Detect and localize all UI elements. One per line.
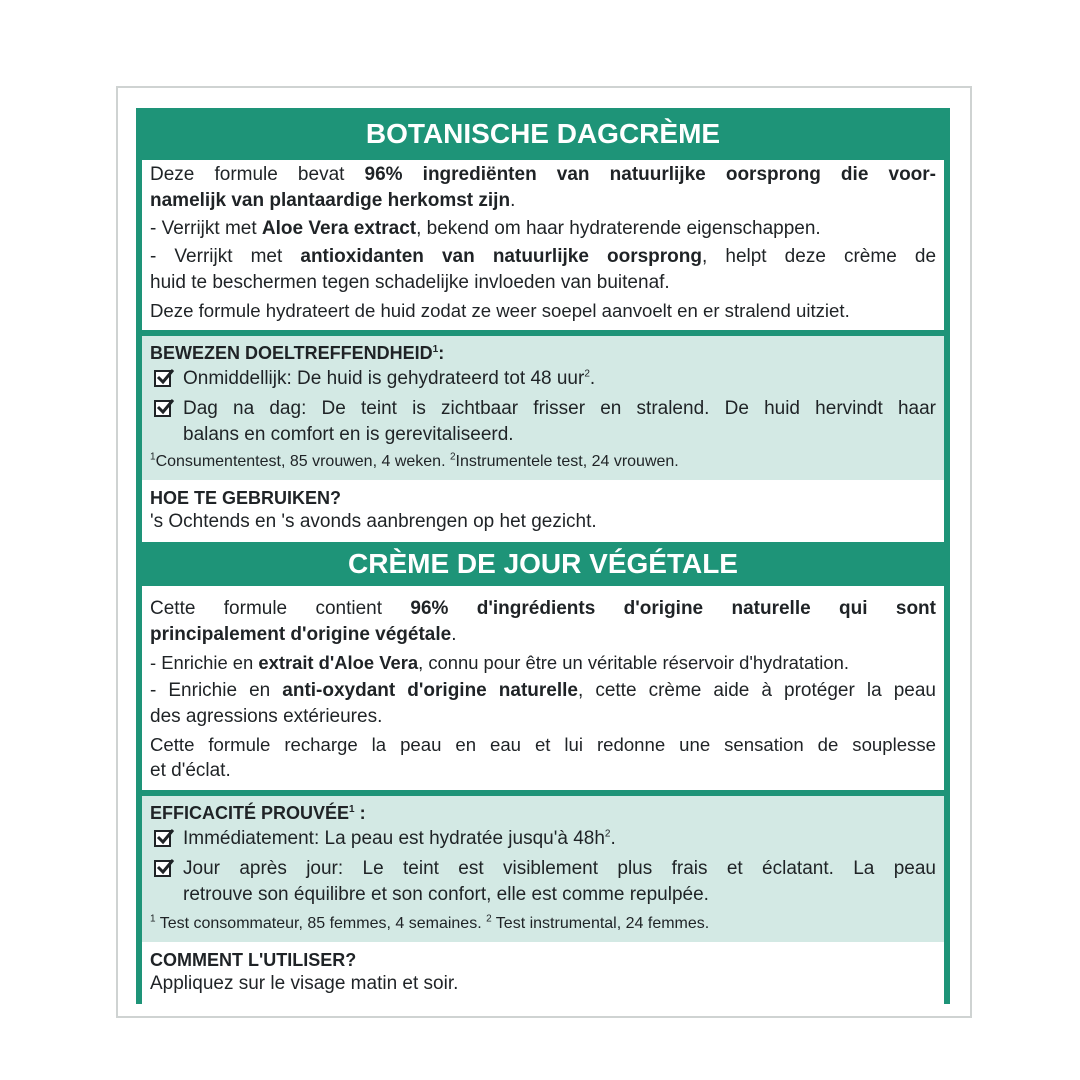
nl-b1-pre: - Verrijkt met bbox=[150, 218, 262, 239]
nl-check-row-1 bbox=[150, 366, 936, 392]
fr-usage-text: Appliquez sur le visage matin et soir. bbox=[150, 973, 459, 994]
fr-intro-bold-2: principalement d'origine végétale bbox=[150, 624, 452, 645]
fr-usage-section bbox=[142, 942, 944, 1010]
fr-description bbox=[142, 586, 944, 790]
fr-footnote-sup2: 2 bbox=[486, 913, 492, 925]
nl-footnote-sup1: 1 bbox=[150, 451, 156, 463]
fr-b1-pre: - Enrichie en bbox=[150, 652, 259, 673]
fr-check-row-2 bbox=[150, 856, 936, 908]
nl-check1-sup: 2 bbox=[584, 368, 590, 380]
nl-footnote bbox=[150, 450, 936, 474]
nl-b2-post: , helpt deze crème de bbox=[702, 246, 937, 267]
nl-footnote-b: Instrumentele test, 24 vrouwen. bbox=[455, 453, 679, 470]
fr-b1-post: , connu pour être un véritable réservoir d'hydratation. bbox=[418, 652, 849, 673]
nl-check-row-2 bbox=[150, 396, 936, 448]
nl-bullet-antioxidant-line1 bbox=[150, 244, 936, 270]
nl-intro-line2 bbox=[150, 188, 936, 214]
nl-efficacy-heading-colon: : bbox=[438, 343, 445, 363]
fr-intro-line1 bbox=[150, 596, 936, 622]
fr-intro-line2 bbox=[150, 622, 936, 648]
nl-intro-bold-1: 96% ingrediënten van natuurlijke oorsprong die voor- bbox=[364, 164, 936, 185]
fr-check-text-2 bbox=[183, 856, 936, 908]
nl-bullet-aloe bbox=[150, 216, 936, 242]
checked-box-icon bbox=[154, 830, 171, 847]
nl-usage-heading: HOE TE GEBRUIKEN? bbox=[150, 488, 342, 508]
nl-efficacy-section bbox=[142, 336, 944, 480]
nl-b1-post: , bekend om haar hydraterende eigenschappen. bbox=[416, 218, 821, 239]
fr-summary-line2: et d'éclat. bbox=[150, 760, 231, 781]
nl-check2-line1: Dag na dag: De teint is zichtbaar frisser en stralend. De huid hervindt haar bbox=[183, 398, 936, 419]
nl-check1-text: Onmiddellijk: De huid is gehydrateerd tot 48 uur bbox=[183, 368, 585, 389]
fr-intro-bold-1: 96% d'ingrédients d'origine naturelle qui sont bbox=[410, 598, 936, 619]
fr-b1-bold: extrait d'Aloe Vera bbox=[258, 652, 419, 673]
fr-efficacy-heading-text: EFFICACITÉ PROUVÉE bbox=[150, 803, 350, 823]
nl-b2-bold: antioxidanten van natuurlijke oorsprong bbox=[300, 246, 702, 267]
fr-title: CRÈME DE JOUR VÉGÉTALE bbox=[348, 548, 738, 579]
fr-bullet-antioxidant-line1 bbox=[150, 678, 936, 704]
nl-b2-pre: - Verrijkt met bbox=[150, 246, 301, 267]
nl-usage-section bbox=[142, 480, 944, 542]
nl-intro-post: . bbox=[510, 190, 516, 211]
fr-footnote bbox=[150, 912, 936, 936]
fr-check2-line2: retrouve son équilibre et son confort, elle est comme repulpée. bbox=[183, 884, 709, 905]
nl-intro-line1 bbox=[150, 162, 936, 188]
fr-summary-line1: Cette formule recharge la peau en eau et lui redonne une sensation de souplesse bbox=[150, 734, 936, 755]
fr-bullet-aloe bbox=[150, 650, 936, 676]
fr-check2-line1: Jour après jour: Le teint est visiblement plus frais et éclatant. La peau bbox=[183, 858, 936, 879]
nl-efficacy-heading-text: BEWEZEN DOELTREFFENDHEID bbox=[150, 343, 433, 363]
fr-bullet-antioxidant-line2: des agressions extérieures. bbox=[150, 706, 383, 727]
nl-check2-line2: balans en comfort en is gerevitaliseerd. bbox=[183, 424, 514, 445]
fr-efficacy-heading-sup: 1 bbox=[349, 804, 355, 815]
nl-check-text-1 bbox=[183, 366, 936, 392]
nl-title: BOTANISCHE DAGCRÈME bbox=[365, 118, 721, 149]
fr-intro-pre: Cette formule contient bbox=[150, 598, 411, 619]
nl-b1-bold: Aloe Vera extract bbox=[261, 218, 417, 239]
checked-box-icon bbox=[154, 400, 171, 417]
fr-check1-text: Immédiatement: La peau est hydratée jusqu'à 48h bbox=[183, 828, 605, 849]
fr-check-row-1 bbox=[150, 826, 936, 852]
checked-box-icon bbox=[154, 860, 171, 877]
fr-efficacy-heading-colon: : bbox=[354, 803, 366, 823]
checked-box-icon bbox=[154, 370, 171, 387]
fr-intro-post: . bbox=[451, 624, 457, 645]
product-label-panel bbox=[136, 108, 950, 1004]
fr-footnote-sup1: 1 bbox=[150, 913, 156, 925]
nl-check1-end: . bbox=[589, 368, 596, 389]
fr-b2-bold: anti-oxydant d'origine naturelle bbox=[282, 680, 578, 701]
fr-footnote-b: Test instrumental, 24 femmes. bbox=[491, 915, 710, 932]
fr-check-text-1 bbox=[183, 826, 936, 852]
nl-footnote-a: Consumententest, 85 vrouwen, 4 weken. bbox=[155, 453, 450, 470]
nl-bullet-antioxidant-line2: huid te beschermen tegen schadelijke invloeden van buitenaf. bbox=[150, 272, 670, 293]
fr-efficacy-heading bbox=[150, 800, 936, 826]
nl-description bbox=[142, 160, 944, 330]
nl-efficacy-heading bbox=[150, 340, 936, 366]
fr-footnote-a: Test consommateur, 85 femmes, 4 semaines. bbox=[155, 915, 487, 932]
nl-usage-text: 's Ochtends en 's avonds aanbrengen op het gezicht. bbox=[150, 511, 597, 532]
nl-intro-bold-2: namelijk van plantaardige herkomst zijn bbox=[150, 190, 511, 211]
fr-b2-post: , cette crème aide à protéger la peau bbox=[578, 680, 936, 701]
fr-check1-sup: 2 bbox=[604, 828, 611, 840]
fr-usage-heading: COMMENT L'UTILISER? bbox=[150, 950, 357, 970]
nl-summary: Deze formule hydrateert de huid zodat ze weer soepel aanvoelt en er stralend uitziet. bbox=[150, 300, 850, 321]
fr-b2-pre: - Enrichie en bbox=[150, 680, 283, 701]
fr-efficacy-section bbox=[142, 796, 944, 942]
nl-footnote-sup2: 2 bbox=[449, 451, 456, 463]
nl-check-text-2 bbox=[183, 396, 936, 448]
nl-intro-pre: Deze formule bevat bbox=[150, 164, 365, 185]
fr-check1-end: . bbox=[610, 828, 616, 849]
nl-efficacy-heading-sup: 1 bbox=[432, 344, 439, 355]
